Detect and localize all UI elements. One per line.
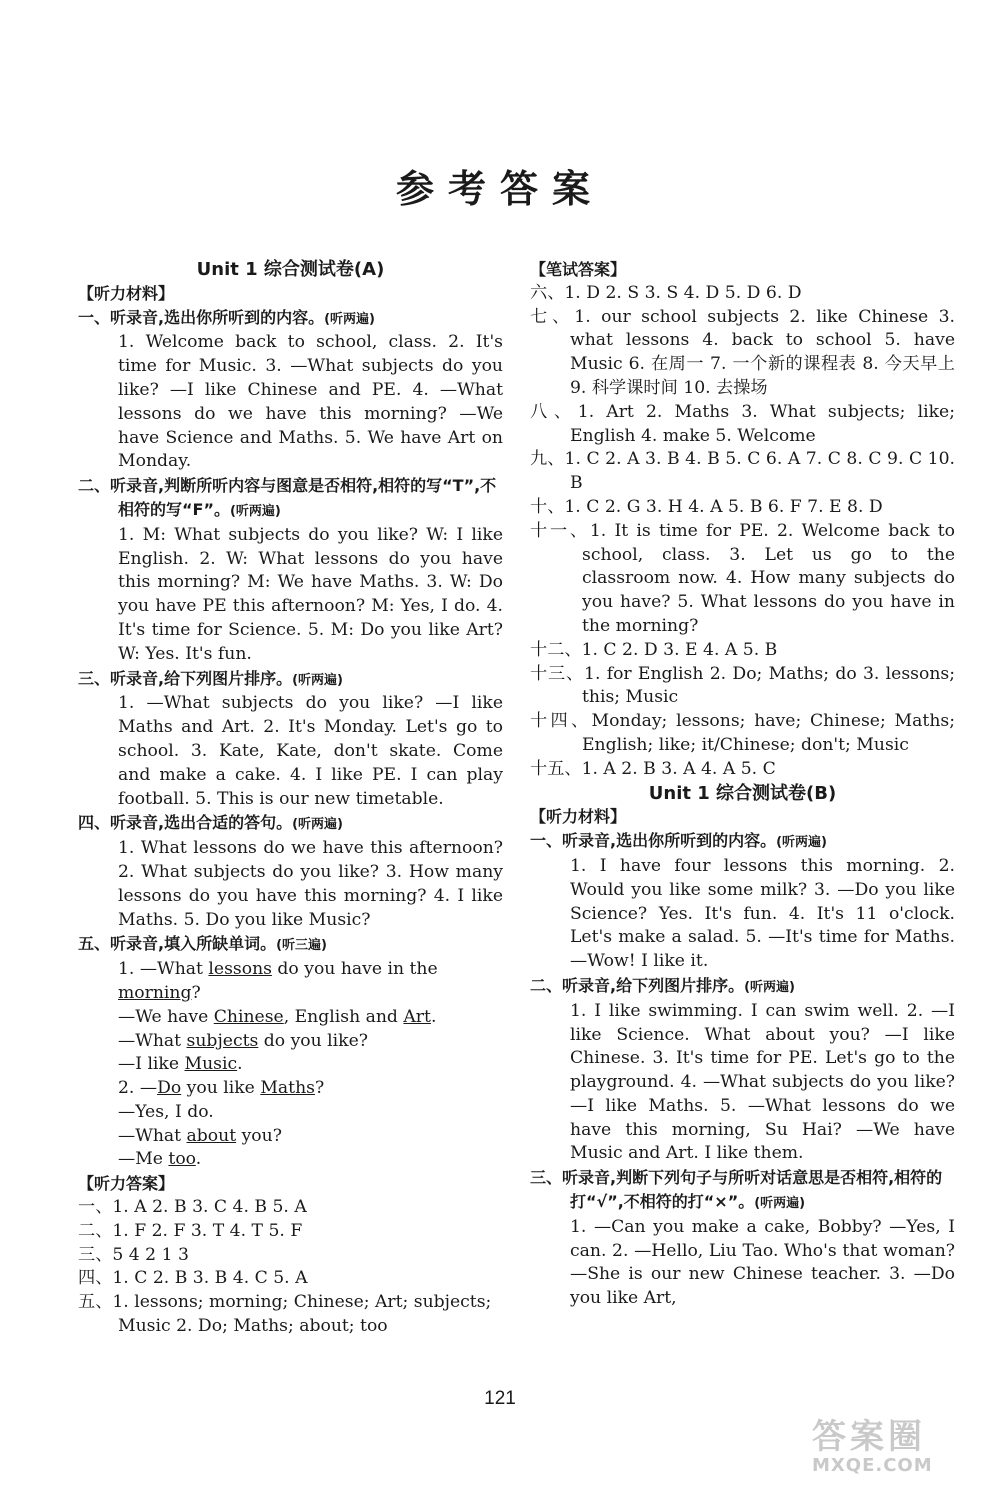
question-body: 1. —Can you make a cake, Bobby? —Yes, I can. 2. —Hello, Liu Tao. Who's that woman? —She is our new Chinese teacher. 3. —Do you like Art, <box>570 1216 955 1309</box>
question-body: 1. I like swimming. I can swim well. 2. —I like Science. What about you? —I like Chinese. 3. It's time for PE. Let's go to the playground. 4. —What subjects do you like? —I like Maths. 5. —What lessons do we have this morning, Su Hai? —We have Music and Art. I like them. <box>570 1000 955 1164</box>
written-answer-label: 【笔试答案】 <box>530 260 627 279</box>
left-column <box>78 258 503 1339</box>
answer-line: 十四、Monday; lessons; have; Chinese; Maths; English; like; it/Chinese; don't; Music <box>530 711 955 755</box>
right-column <box>530 258 955 1311</box>
answer-line: 四、1. C 2. B 3. B 4. C 5. A <box>78 1268 308 1289</box>
answer-line: 五、1. lessons; morning; Chinese; Art; subjects; Music 2. Do; Maths; about; too <box>78 1292 492 1337</box>
page-title: 参考答案 <box>395 166 604 211</box>
fill-blank-line: —We have Chinese, English and Art. <box>118 1006 437 1027</box>
question-header: 三、听录音,给下列图片排序。(听两遍) <box>78 668 343 688</box>
question-body: 1. Welcome back to school, class. 2. It's time for Music. 3. —What subjects do you like? —I like Chinese and PE. 4. —What lessons do we have this morning? —We have Science and Maths. 5. We have Art on Monday. <box>118 332 503 472</box>
answer-line: 十三、1. for English 2. Do; Maths; do 3. lessons; this; Music <box>530 663 955 708</box>
question-header: 二、听录音,判断所听内容与图意是否相符,相符的写“T”,不相符的写“F”。(听两遍) <box>78 476 497 519</box>
listening-material-label-b: 【听力材料】 <box>530 807 627 827</box>
answer-line: 一、1. A 2. B 3. C 4. B 5. A <box>78 1197 307 1218</box>
answer-line: 十一、1. It is time for PE. 2. Welcome back to school, class. 3. Let us go to the classroom now. 4. How many subjects do you have? 5. What lessons do you have in the morning? <box>530 520 955 636</box>
question-body: 1. —What subjects do you like? —I like Maths and Art. 2. It's Monday. Let's go to school. 3. Kate, Kate, don't skate. Come and make a cake. 4. I like PE. I can play football. 5. This is our new timetable. <box>118 693 503 809</box>
listening-material-label: 【听力材料】 <box>78 283 175 303</box>
answer-line: 三、5 4 2 1 3 <box>78 1244 189 1265</box>
question-header: 一、听录音,选出你所听到的内容。(听两遍) <box>78 307 375 327</box>
answer-line: 六、1. D 2. S 3. S 4. D 5. D 6. D <box>530 282 802 303</box>
question-header: 三、听录音,判断下列句子与所听对话意思是否相符,相符的打“√”,不相符的打“×”。(听两遍) <box>530 1168 943 1212</box>
fill-blank-line: 2. —Do you like Maths? <box>118 1078 325 1099</box>
answer-line: 七、1. our school subjects 2. like Chinese 3. what lessons 4. back to school 5. have Music 6. 在周一 7. 一个新的课程表 8. 今天早上 9. 科学课时间 10. 去操场 <box>530 306 955 398</box>
question-body: 1. What lessons do we have this afternoon? 2. What subjects do you like? 3. How many lessons do you have this morning? 4. I like Maths. 5. Do you like Music? <box>118 838 503 930</box>
fill-blank-line: —What subjects do you like? <box>118 1030 368 1051</box>
watermark-url: MXQE.COM <box>812 1455 933 1476</box>
question-header: 五、听录音,填入所缺单词。(听三遍) <box>78 934 327 954</box>
fill-blank-line: 1. —What lessons do you have in the morning? <box>118 959 438 1003</box>
watermark-text: 答案圈 <box>812 1417 926 1457</box>
answer-line: 十、1. C 2. G 3. H 4. A 5. B 6. F 7. E 8. D <box>530 496 883 517</box>
answer-line: 十五、1. A 2. B 3. A 4. A 5. C <box>530 758 776 779</box>
answer-line: 九、1. C 2. A 3. B 4. B 5. C 6. A 7. C 8. C 9. C 10. B <box>530 449 955 494</box>
fill-blank-line: —I like Music. <box>118 1054 243 1075</box>
unit-title-a: Unit 1 综合测试卷(A) <box>196 259 385 280</box>
question-body: 1. M: What subjects do you like? W: I like English. 2. W: What lessons do you have this morning? M: We have Maths. 3. W: Do you have PE this afternoon? M: Yes, I do. 4. It's time for Science. 5. M: Do you like Art? W: Yes. It's fun. <box>118 524 503 664</box>
page-number: 121 <box>484 1388 516 1409</box>
fill-blank-line: —Yes, I do. <box>118 1101 214 1122</box>
fill-blank-line: —What about you? <box>118 1125 282 1146</box>
answer-line: 二、1. F 2. F 3. T 4. T 5. F <box>78 1220 303 1241</box>
answer-line: 十二、1. C 2. D 3. E 4. A 5. B <box>530 639 778 660</box>
question-body: 1. I have four lessons this morning. 2. Would you like some milk? 3. —Do you like Science? Yes. It's fun. 4. It's 11 o'clock. Let's make a salad. 5. —It's time for Maths. —Wow! I like it. <box>570 855 955 972</box>
listening-answer-label: 【听力答案】 <box>78 1174 175 1194</box>
question-header: 四、听录音,选出合适的答句。(听两遍) <box>78 813 343 833</box>
watermark-logo <box>812 1418 982 1480</box>
fill-blank-line: —Me too. <box>118 1149 202 1170</box>
question-header: 二、听录音,给下列图片排序。(听两遍) <box>530 975 795 995</box>
answer-line: 八、1. Art 2. Maths 3. What subjects; like; English 4. make 5. Welcome <box>530 401 955 446</box>
question-header: 一、听录音,选出你所听到的内容。(听两遍) <box>530 831 827 851</box>
unit-title-b: Unit 1 综合测试卷(B) <box>648 782 837 804</box>
